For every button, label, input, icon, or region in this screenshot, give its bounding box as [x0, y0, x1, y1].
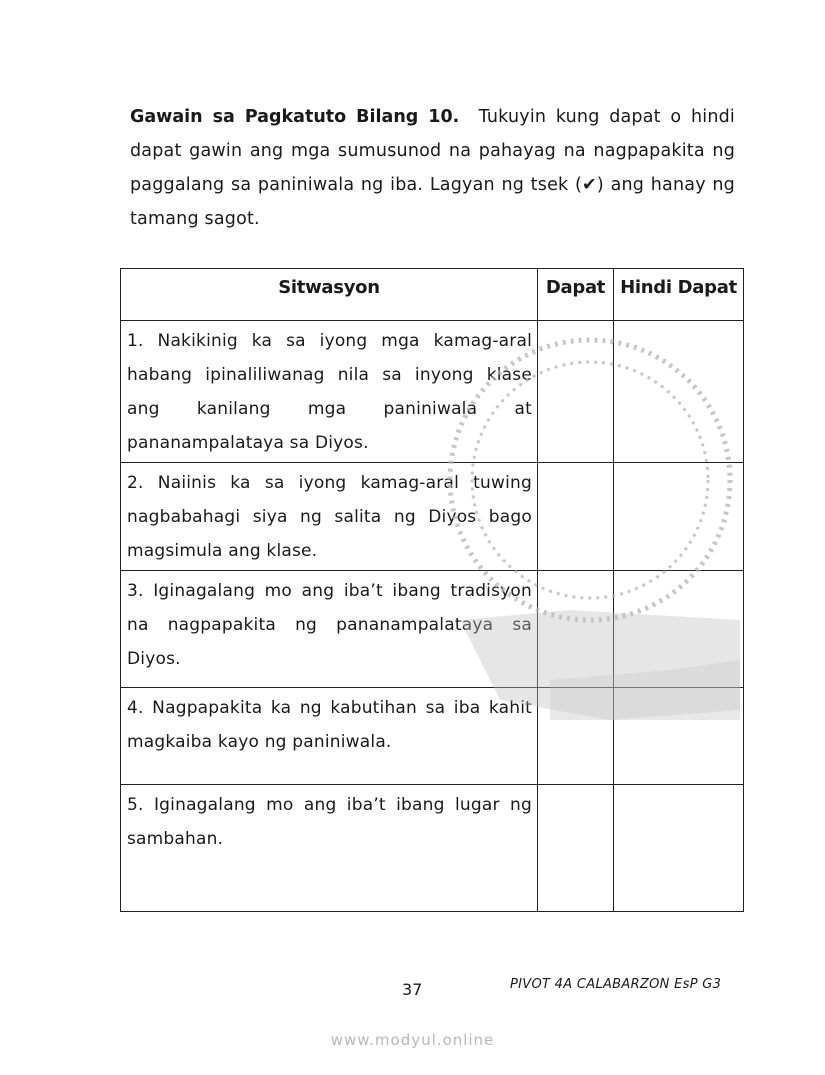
check-mark-icon: ✔	[582, 175, 597, 195]
header-sitwasyon: Sitwasyon	[121, 269, 538, 321]
situation-1: 1. Nakikinig ka sa iyong mga kamag-aral habang ipinaliliwanag nila sa inyong klase ang kanilang mga paniniwala at pananampalataya sa Diyos.	[121, 321, 538, 463]
page-number: 37	[402, 980, 423, 999]
table-row	[121, 463, 744, 571]
dapat-answer-box-1[interactable]	[538, 321, 614, 463]
dapat-answer-box-4[interactable]	[538, 688, 614, 785]
table-row	[121, 321, 744, 463]
header-dapat: Dapat	[538, 269, 614, 321]
module-identifier: PIVOT 4A CALABARZON EsP G3	[510, 977, 722, 992]
table-row	[121, 571, 744, 688]
table-row	[121, 688, 744, 785]
situation-2: 2. Naiinis ka sa iyong kamag-aral tuwing nagbabahagi siya ng salita ng Diyos bago magsimula ang klase.	[121, 463, 538, 571]
situation-4: 4. Nagpapakita ka ng kabutihan sa iba kahit magkaiba kayo ng paniniwala.	[121, 688, 538, 785]
hindi-dapat-answer-box-4[interactable]	[614, 688, 744, 785]
table-row	[121, 785, 744, 912]
instructions-text: Tukuyin kung dapat o hindi dapat gawin ang mga sumusunod na pahayag na nagpapakita ng paggalang sa paniniwala ng iba. Lagyan ng tsek (	[130, 107, 735, 195]
hindi-dapat-answer-box-5[interactable]	[614, 785, 744, 912]
dapat-answer-box-2[interactable]	[538, 463, 614, 571]
situation-5: 5. Iginagalang mo ang iba’t ibang lugar ng sambahan.	[121, 785, 538, 912]
instructions-paragraph	[130, 100, 735, 236]
dapat-answer-box-3[interactable]	[538, 571, 614, 688]
dapat-answer-box-5[interactable]	[538, 785, 614, 912]
site-watermark: www.modyul.online	[330, 1031, 495, 1049]
hindi-dapat-answer-box-1[interactable]	[614, 321, 744, 463]
activity-table	[120, 268, 744, 912]
header-hindi-dapat: Hindi Dapat	[614, 269, 744, 321]
hindi-dapat-answer-box-3[interactable]	[614, 571, 744, 688]
hindi-dapat-answer-box-2[interactable]	[614, 463, 744, 571]
situation-3: 3. Iginagalang mo ang iba’t ibang tradisyon na nagpapakita ng pananampalataya sa Diyos.	[121, 571, 538, 688]
activity-heading: Gawain sa Pagkatuto Bilang 10.	[130, 107, 460, 127]
instructions-text-end: ) ang hanay ng tamang sagot.	[130, 175, 735, 229]
table-header-row	[121, 269, 744, 321]
